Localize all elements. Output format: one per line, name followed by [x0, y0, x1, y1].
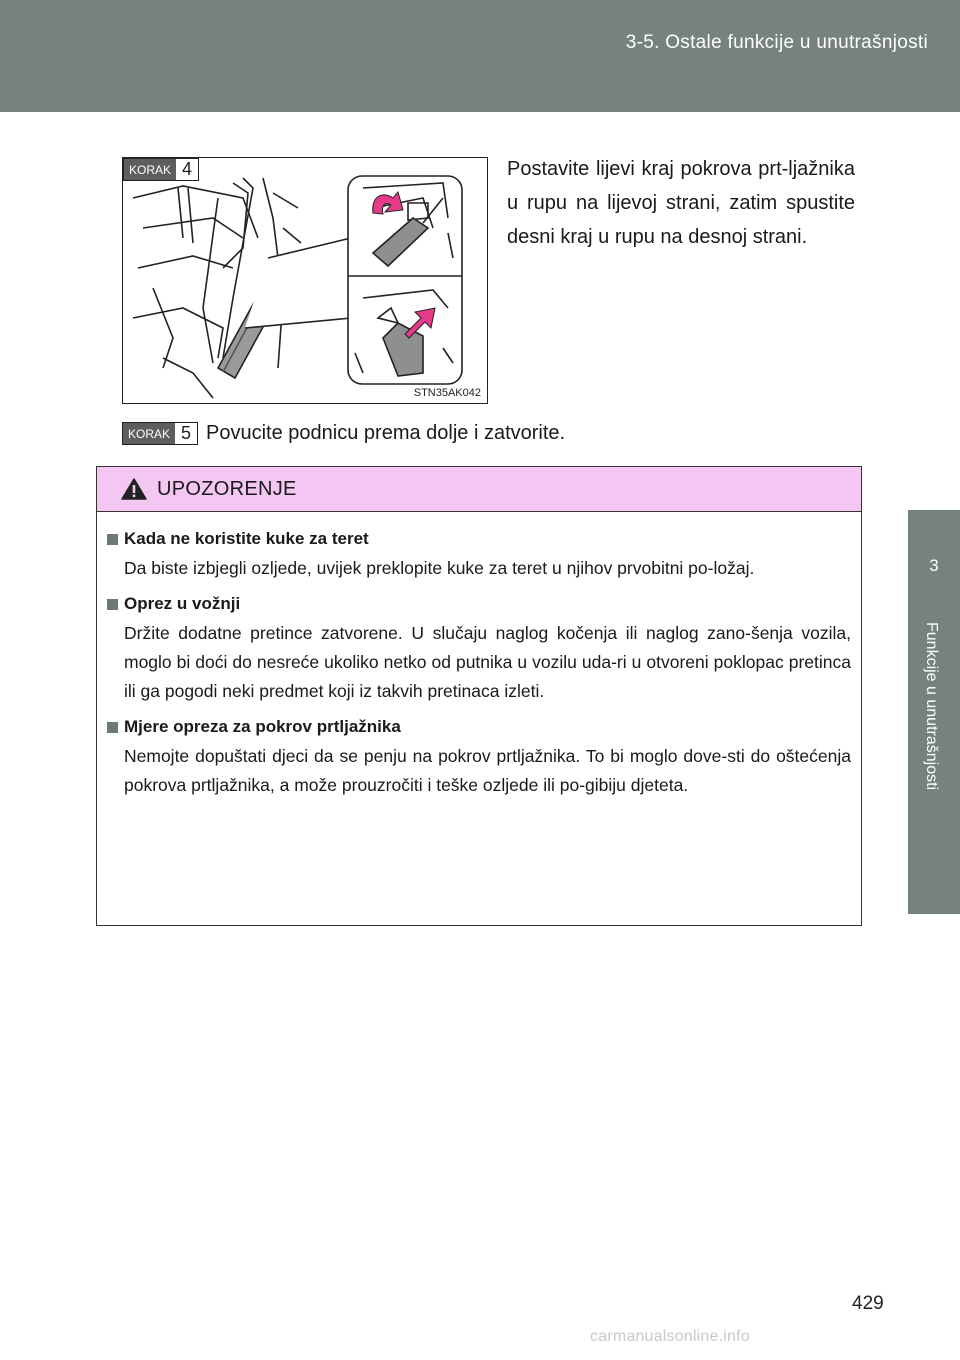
warning-body	[97, 512, 861, 800]
trunk-cover-drawing	[123, 158, 488, 404]
chapter-title: Funkcije u unutrašnjosti	[923, 622, 940, 791]
header-bar	[0, 0, 960, 112]
figure-code: STN35AK042	[413, 387, 481, 399]
warning-triangle-icon	[121, 477, 147, 501]
section-title: 3-5. Ostale funkcije u unutrašnjosti	[625, 32, 928, 53]
warning-item-heading: Oprez u vožnji	[124, 594, 241, 613]
step-badge-word: KORAK	[123, 423, 175, 444]
step4-badge	[123, 158, 199, 181]
warning-item-heading: Mjere opreza za pokrov prtljažnika	[124, 717, 401, 736]
warning-box	[96, 466, 862, 926]
chapter-number: 3	[929, 556, 939, 575]
step4-instruction: Postavite lijevi kraj pokrova prt-ljažnika u rupu na lijevoj strani, zatim spustite desni kraj u rupu na desnoj strani.	[507, 158, 855, 248]
warning-item-text: Držite dodatne pretince zatvorene. U slučaju naglog kočenja ili naglog zano-šenja vozila, moglo bi doći do nesreće ukoliko netko od putnika u vozilu uda-ri u otvoreni poklopac pretinca ili ga pogodi neki predmet koji iz takvih pretinaca izleti.	[124, 623, 851, 701]
warning-header	[97, 467, 861, 512]
step-badge-number: 4	[176, 159, 198, 180]
step5-badge	[122, 422, 198, 445]
step-badge-number: 5	[175, 423, 197, 444]
warning-item	[107, 524, 851, 583]
watermark: carmanualsonline.info	[590, 1328, 750, 1345]
warning-item-text: Nemojte dopuštati djeci da se penju na pokrov prtljažnika. To bi moglo dove-sti do oštećenja pokrova prtljažnika, a može prouzročiti i teške ozljede ili po-gibiju djeteta.	[124, 746, 851, 795]
step5-row	[122, 422, 565, 445]
warning-title: UPOZORENJE	[157, 477, 297, 500]
warning-item	[107, 589, 851, 706]
warning-item	[107, 712, 851, 800]
bullet-square-icon	[107, 534, 118, 545]
warning-item-text: Da biste izbjegli ozljede, uvijek preklopite kuke za teret u njihov prvobitni po-ložaj.	[124, 558, 755, 578]
chapter-side-tab	[908, 112, 960, 1360]
step5-instruction: Povucite podnicu prema dolje i zatvorite.	[206, 422, 566, 444]
step4-illustration	[122, 157, 488, 404]
bullet-square-icon	[107, 722, 118, 733]
warning-item-heading: Kada ne koristite kuke za teret	[124, 529, 369, 548]
page-number: 429	[852, 1293, 884, 1314]
step-badge-word: KORAK	[124, 159, 176, 180]
bullet-square-icon	[107, 599, 118, 610]
